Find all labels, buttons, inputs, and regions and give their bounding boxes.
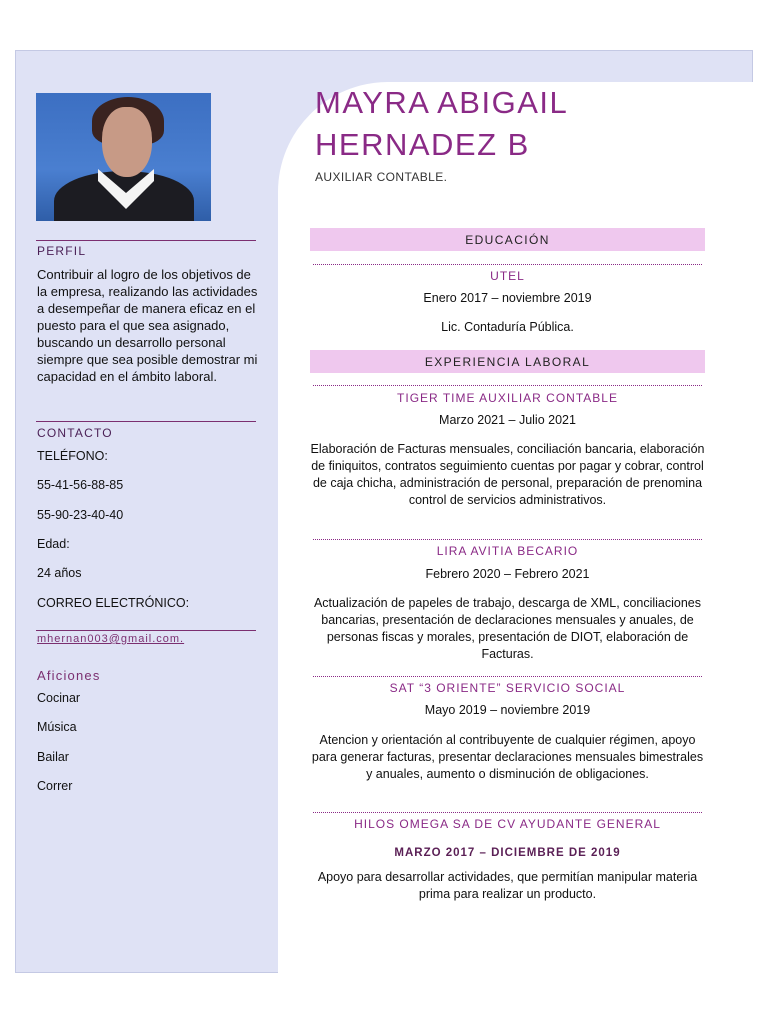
education-heading: EDUCACIÓN bbox=[310, 228, 705, 251]
email-rule bbox=[36, 630, 256, 631]
job-title: HILOS OMEGA SA DE CV AYUDANTE GENERAL bbox=[354, 817, 661, 831]
contacto-rule bbox=[36, 421, 256, 422]
hobby-item: Cocinar bbox=[37, 691, 81, 705]
job-description: Elaboración de Facturas mensuales, conciliación bancaria, elaboración de finiquitos, contratos seguimiento cuentas por pagar y cobrar, control de caja chicha, administración de personal, preparación de prenomina control de servicios administrativos. bbox=[310, 442, 705, 507]
phone-2: 55-90-23-40-40 bbox=[37, 508, 124, 522]
degree: Lic. Contaduría Pública. bbox=[441, 320, 574, 334]
job-description: Actualización de papeles de trabajo, descarga de XML, conciliaciones bancarias, presentación de declaraciones mensuales y anuales, de personas fiscas y morales, presentación de DIOT, elaboración de Facturas. bbox=[313, 596, 702, 661]
job-dates: Marzo 2021 – Julio 2021 bbox=[439, 413, 576, 427]
perfil-rule bbox=[36, 240, 256, 241]
edad-label: Edad: bbox=[37, 537, 70, 551]
aficiones-heading: Aficiones bbox=[37, 668, 101, 683]
section-divider bbox=[313, 676, 702, 677]
job-dates: Febrero 2020 – Febrero 2021 bbox=[425, 567, 590, 581]
section-divider bbox=[313, 539, 702, 540]
main-panel-bottom bbox=[278, 960, 768, 1024]
experience-heading: EXPERIENCIA LABORAL bbox=[310, 350, 705, 373]
school-name: UTEL bbox=[490, 269, 525, 283]
profile-photo bbox=[36, 93, 211, 221]
job-subtitle: AUXILIAR CONTABLE. bbox=[315, 170, 448, 184]
candidate-name bbox=[315, 82, 568, 166]
name-line-2: HERNADEZ B bbox=[315, 127, 530, 162]
hobby-item: Bailar bbox=[37, 750, 69, 764]
email-link[interactable]: mhernan003@gmail.com. bbox=[37, 633, 185, 645]
job-description: Apoyo para desarrollar actividades, que permitían manipular materia prima para realizar un producto. bbox=[317, 870, 698, 901]
perfil-text: Contribuir al logro de los objetivos de la empresa, realizando las actividades a desempeñar de manera eficaz en el puesto para el que sea asignado, buscando un desarrollo personal siempre que sea posible demostrar mi capacidad en el ámbito laboral. bbox=[37, 267, 258, 384]
phone-1: 55-41-56-88-85 bbox=[37, 478, 124, 492]
perfil-heading: PERFIL bbox=[37, 244, 87, 258]
section-divider bbox=[313, 264, 702, 265]
name-line-1: MAYRA ABIGAIL bbox=[315, 85, 569, 120]
education-dates: Enero 2017 – noviembre 2019 bbox=[423, 291, 592, 305]
correo-label: CORREO ELECTRÓNICO: bbox=[37, 596, 190, 610]
section-divider bbox=[313, 812, 702, 813]
telefono-label: TELÉFONO: bbox=[37, 449, 108, 463]
job-dates: MARZO 2017 – DICIEMBRE DE 2019 bbox=[394, 847, 621, 859]
contacto-heading: CONTACTO bbox=[37, 426, 113, 440]
job-dates: Mayo 2019 – noviembre 2019 bbox=[424, 703, 591, 717]
job-title: LIRA AVITIA BECARIO bbox=[436, 544, 579, 558]
job-title: TIGER TIME AUXILIAR CONTABLE bbox=[397, 391, 618, 405]
photo-face bbox=[102, 107, 152, 177]
section-divider bbox=[313, 385, 702, 386]
hobby-item: Correr bbox=[37, 779, 73, 793]
edad-value: 24 años bbox=[37, 566, 82, 580]
job-title: SAT “3 ORIENTE” SERVICIO SOCIAL bbox=[389, 681, 626, 695]
job-description: Atencion y orientación al contribuyente de cualquier régimen, apoyo para generar facturas, presentar declaraciones mensuales bimestrales y anuales, aumento o disminución de obligaciones. bbox=[311, 733, 704, 781]
hobby-item: Música bbox=[37, 720, 77, 734]
